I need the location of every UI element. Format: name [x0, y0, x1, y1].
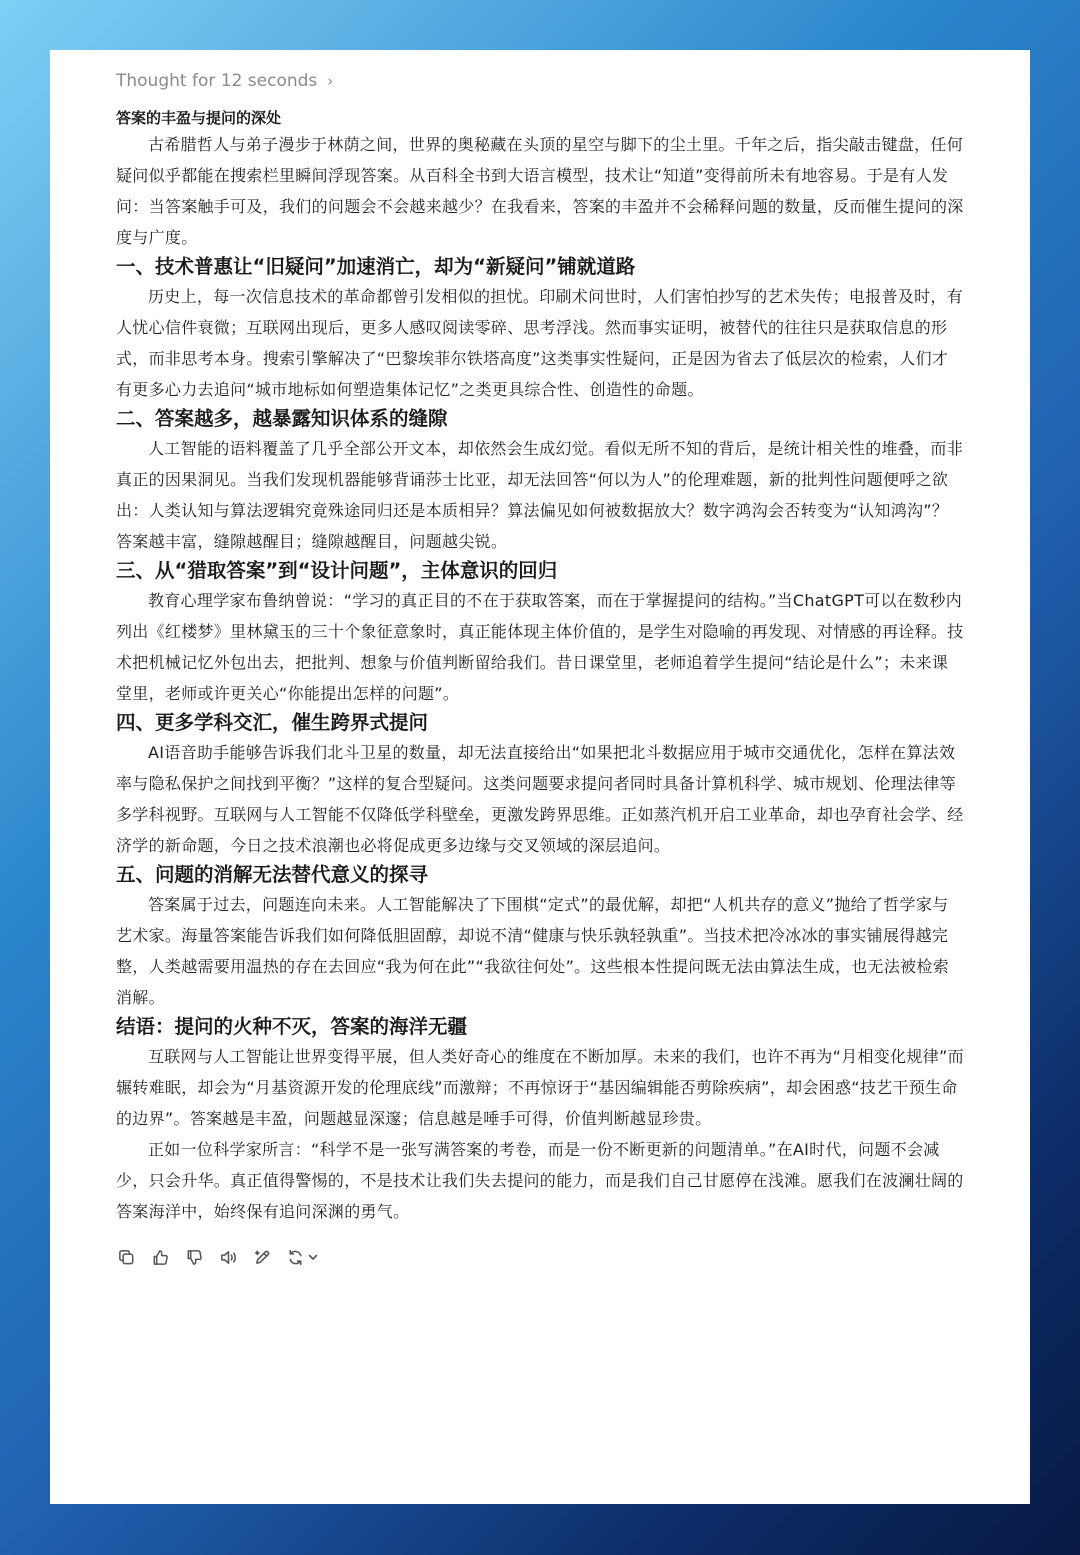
section-4-paragraph: AI语音助手能够告诉我们北斗卫星的数量，却无法直接给出“如果把北斗数据应用于城市交通优化，怎样在算法效率与隐私保护之间找到平衡？”这样的复合型疑问。这类问题要求提问者同时具备计算机科学、城市规划、伦理法律等多学科视野。互联网与人工智能不仅降低学科壁垒，更激发跨界思维。正如蒸汽机开启工业革命，却也孕育社会学、经济学的新命题，今日之技术浪潮也必将促成更多边缘与交叉领域的深层追问。	[116, 743, 964, 855]
thought-toggle[interactable]	[116, 69, 964, 93]
section-2-heading: 二、答案越多，越暴露知识体系的缝隙	[116, 407, 448, 430]
chevron-right-icon: ›	[327, 72, 334, 90]
regenerate-icon	[286, 1248, 305, 1267]
thought-label: Thought for 12 seconds	[116, 71, 318, 91]
section-2-paragraph: 人工智能的语料覆盖了几乎全部公开文本，却依然会生成幻觉。看似无所不知的背后，是统计相关性的堆叠，而非真正的因果洞见。当我们发现机器能够背诵莎士比亚，却无法回答“何以为人”的伦理难题，新的批判性问题便呼之欲出：人类认知与算法逻辑究竟殊途同归还是本质相异？算法偏见如何被数据放大？数字鸿沟会否转变为“认知鸿沟”？答案越丰富，缝隙越醒目；缝隙越醒目，问题越尖锐。	[116, 439, 964, 551]
chevron-down-icon	[307, 1251, 319, 1263]
intro-paragraph: 古希腊哲人与弟子漫步于林荫之间，世界的奥秘藏在头顶的星空与脚下的尘土里。千年之后，指尖敲击键盘，任何疑问似乎都能在搜索栏里瞬间浮现答案。从百科全书到大语言模型，技术让“知道”变得前所未有地容易。于是有人发问：当答案触手可及，我们的问题会不会越来越少？在我看来，答案的丰盈并不会稀释问题的数量，反而催生提问的深度与广度。	[116, 135, 964, 247]
regenerate-button[interactable]	[286, 1248, 319, 1267]
chat-message-card	[50, 50, 1030, 1504]
section-5-paragraph: 答案属于过去，问题连向未来。人工智能解决了下围棋“定式”的最优解，却把“人机共存的意义”抛给了哲学家与艺术家。海量答案能告诉我们如何降低胆固醇，却说不清“健康与快乐孰轻孰重”。当技术把冷冰冰的事实铺展得越完整，人类越需要用温热的存在去回应“我为何在此”“我欲往何处”。这些根本性提问既无法由算法生成，也无法被检索消解。	[116, 895, 950, 1007]
thumbs-up-icon[interactable]	[150, 1247, 170, 1267]
read-aloud-icon[interactable]	[218, 1247, 238, 1267]
conclusion-paragraph-1: 互联网与人工智能让世界变得平展，但人类好奇心的维度在不断加厚。未来的我们，也许不再为“月相变化规律”而辗转难眠，却会为“月基资源开发的伦理底线”而激辩；不再惊讶于“基因编辑能否剪除疾病”，却会困惑“技艺干预生命的边界”。答案越是丰盈，问题越显深邃；信息越是唾手可得，价值判断越显珍贵。	[116, 1047, 964, 1128]
section-3-heading: 三、从“猎取答案”到“设计问题”，主体意识的回归	[116, 559, 558, 582]
copy-icon[interactable]	[116, 1247, 136, 1267]
section-3-paragraph: 教育心理学家布鲁纳曾说：“学习的真正目的不在于获取答案，而在于掌握提问的结构。”当ChatGPT可以在数秒内列出《红楼梦》里林黛玉的三十个象征意象时，真正能体现主体价值的，是学生对隐喻的再发现、对情感的再诠释。技术把机械记忆外包出去，把批判、想象与价值判断留给我们。昔日课堂里，老师追着学生提问“结论是什么”；未来课堂里，老师或许更关心“你能提出怎样的问题”。	[116, 591, 964, 703]
edit-icon[interactable]	[252, 1247, 272, 1267]
section-4-heading: 四、更多学科交汇，催生跨界式提问	[116, 711, 429, 734]
section-1-paragraph: 历史上，每一次信息技术的革命都曾引发相似的担忧。印刷术问世时，人们害怕抄写的艺术失传；电报普及时，有人忧心信件衰微；互联网出现后，更多人感叹阅读零碎、思考浮浅。然而事实证明，被替代的往往只是获取信息的形式，而非思考本身。搜索引擎解决了“巴黎埃菲尔铁塔高度”这类事实性疑问，正是因为省去了低层次的检索，人们才有更多心力去追问“城市地标如何塑造集体记忆”之类更具综合性、创造性的命题。	[116, 287, 964, 399]
section-1-heading: 一、技术普惠让“旧疑问”加速消亡，却为“新疑问”铺就道路	[116, 255, 636, 278]
section-5-heading: 五、问题的消解无法替代意义的探寻	[116, 863, 429, 886]
conclusion-heading: 结语：提问的火种不灭，答案的海洋无疆	[116, 1015, 468, 1038]
message-actions	[116, 1246, 964, 1268]
thumbs-down-icon[interactable]	[184, 1247, 204, 1267]
conclusion-paragraph-2: 正如一位科学家所言：“科学不是一张写满答案的考卷，而是一份不断更新的问题清单。”在AI时代，问题不会减少，只会升华。真正值得警惕的，不是技术让我们失去提问的能力，而是我们自己甘愿停在浅滩。愿我们在波澜壮阔的答案海洋中，始终保有追问深渊的勇气。	[116, 1140, 964, 1221]
document-title: 答案的丰盈与提问的深处	[116, 109, 282, 127]
